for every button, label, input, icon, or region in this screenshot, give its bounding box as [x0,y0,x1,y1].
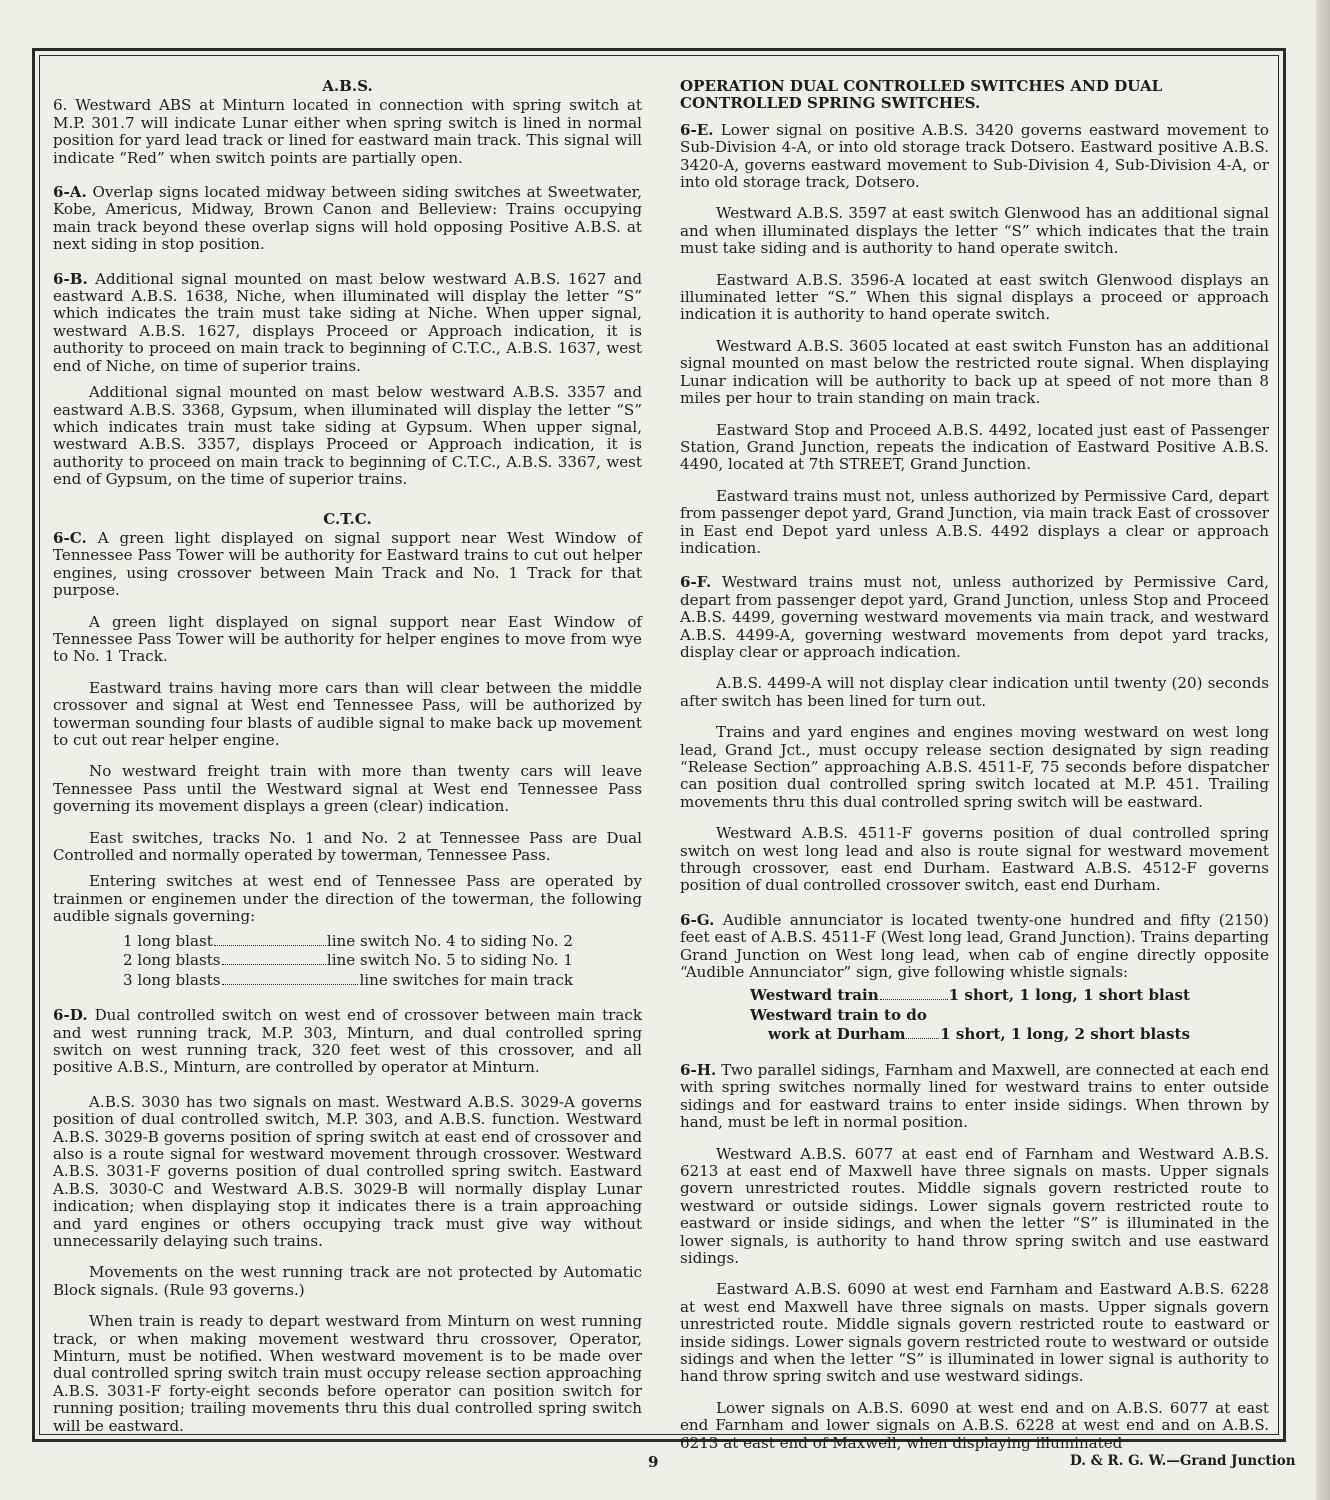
page-number: 9 [648,1453,659,1471]
rule-6d-para-3: Movements on the west running track are not protected by Automatic Block signals. (Rule 93 governs.) [53,1263,642,1299]
rule-6d [53,1007,642,1077]
rule-6e-para-4: Westward A.B.S. 3605 located at east switch Funston has an additional signal mounted on mast below the restricted route signal. When displaying Lunar indication will be authority to back up at speed of not more than 8 miles per hour to train standing on main track. [680,336,1269,408]
right-column [680,78,1269,1452]
rule-6f-text: Westward trains must not, unless authorized by Permissive Card, depart from passenger depot yard, Grand Junction, unless Stop and Proceed A.B.S. 4499, governing westward movements via main track, and westward A.B.S. 4499-A, governing westward movements from depot yard tracks, display clear or approach indication. [680,573,1269,661]
whistle-signals-table [680,986,1190,1045]
left-column [53,78,642,1435]
rule-6e-text: Lower signal on positive A.B.S. 3420 governs eastward movement to Sub-Division 4-A, or into old storage track Dotsero. Eastward positive A.B.S. 3420-A, governs eastward movement to Sub-Division 4, Sub-Division 4-A, or into old storage track, Dotsero. [680,120,1269,192]
rule-6f [680,574,1269,661]
signal-row: 2 long blasts line switch No. 5 to siding No. 1 [123,951,573,970]
rule-6h-para-2: Westward A.B.S. 6077 at east end of Farnham and Westward A.B.S. 6213 at east end of Maxwell have three signals on masts. Upper signals govern unrestricted routes. Middle signals govern restricted route to westward or outside sidings. Lower signals govern restricted route to eastward or inside sidings, and when the letter “S” is illuminated in the lower signals, is authority to hand throw spring switch and use eastward sidings. [680,1144,1269,1268]
rule-6c [53,530,642,600]
rule-6h-label: 6-H. [680,1060,717,1079]
ctc-heading: C.T.C. [323,509,372,528]
rule-6d-para-4: When train is ready to depart westward from Minturn on west running track, or when making movement westward thru crossover, Operator, Minturn, must be notified. When westward movement is to be made over dual controlled spring switch train must occupy release section approaching A.B.S. 3031-F forty-eight seconds before operator can position switch for running position; trailing movements thru this dual controlled spring switch will be eastward. [53,1312,642,1435]
rule-6h-para-4: Lower signals on A.B.S. 6090 at west end and on A.B.S. 6077 at east end Farnham and lower signals on A.B.S. 6228 at west end and on A.B.S. 6213 at east end of Maxwell, when displaying illuminated [680,1398,1269,1452]
rule-6e [680,122,1269,192]
operation-heading: OPERATION DUAL CONTROLLED SWITCHES AND DUAL CONTROLLED SPRING SWITCHES. [680,77,1163,113]
rule-6b-text: Additional signal mounted on mast below westward A.B.S. 1627 and eastward A.B.S. 1638, Niche, when illuminated will display the letter “S” which indicates the train must take siding at Niche. When upper signal, westward A.B.S. 1627, displays Proceed or Approach indication, it is authority to proceed on main track to beginning of C.T.C., A.B.S. 1637, west end of Niche, on time of superior trains. [53,269,642,375]
rule-6e-para-2: Westward A.B.S. 3597 at east switch Glenwood has an additional signal and when illuminated displays the letter “S” which indicates that the train must take siding and is authority to hand operate switch. [680,204,1269,258]
rule-6f-para-2: A.B.S. 4499-A will not display clear indication until twenty (20) seconds after switch has been lined for turn out. [680,674,1269,710]
rule-6a-text: Overlap signs located midway between siding switches at Sweetwater, Kobe, Americus, Midway, Brown Canon and Belleview: Trains occupying main track beyond these overlap signs will hold opposing Positive A.B.S. at next siding in stop position. [53,183,642,254]
whistle-row: Westward train 1 short, 1 long, 1 short blast [750,986,1190,1005]
rule-6h-text: Two parallel sidings, Farnham and Maxwell, are connected at each end with spring switches normally lined for westward trains to enter outside sidings and for eastward trains to enter inside sidings. When thrown by hand, must be left in normal position. [680,1060,1269,1132]
rule-6c-para-5: East switches, tracks No. 1 and No. 2 at Tennessee Pass are Dual Controlled and normally operated by towerman, Tennessee Pass. [53,828,642,865]
abs-heading: A.B.S. [322,77,373,95]
rule-6c-label: 6-C. [53,528,87,547]
whistle-row: Westward train to do [750,1005,927,1024]
railroad-subdivision-label: D. & R. G. W.—Grand Junction [1070,1453,1296,1469]
rule-6c-text: A green light displayed on signal support near West Window of Tennessee Pass Tower will be authority for Eastward trains to cut out helper engines, using crossover between Main Track and No. 1 Track for that purpose. [53,528,642,600]
rule-6b [53,271,642,375]
page-edge [1316,0,1330,1500]
rule-6f-label: 6-F. [680,573,712,592]
audible-signals-table [53,932,573,991]
rule-6b-label: 6-B. [53,269,88,288]
rule-6e-para-3: Eastward A.B.S. 3596-A located at east switch Glenwood displays an illuminated letter “S.” When this signal displays a proceed or approach indication it is authority to hand operate switch. [680,270,1269,324]
rule-6e-para-6: Eastward trains must not, unless authorized by Permissive Card, depart from passenger depot yard, Grand Junction, via main track East of crossover in East end Depot yard unless A.B.S. 4492 displays a clear or approach indication. [680,486,1269,557]
rule-6g [680,912,1269,982]
rule-6c-para-4: No westward freight train with more than twenty cars will leave Tennessee Pass until the Westward signal at West end Tennessee Pass governing its movement displays a green (clear) indication. [53,762,642,816]
rule-6g-text: Audible annunciator is located twenty-one hundred and fifty (2150) feet east of A.B.S. 4511-F (West long lead, Grand Junction). Trains departing Grand Junction on West long lead, when cab of engine directly opposite “Audible Annunciator” sign, give following whistle signals: [680,910,1269,982]
rule-6c-para-3: Eastward trains having more cars than will clear between the middle crossover and signal at West end Tennessee Pass, will be authorized by towerman sounding four blasts of audible signal to make back up movement to cut out rear helper engine. [53,678,642,749]
rule-6b-para-2: Additional signal mounted on mast below westward A.B.S. 3357 and eastward A.B.S. 3368, Gypsum, when illuminated will display the letter “S” which indicates train must take siding at Gypsum. When upper signal, westward A.B.S. 3357, displays Proceed or Approach indication, it is authority to proceed on main track to beginning of C.T.C., A.B.S. 3367, west end of Gypsum, on the time of superior trains. [53,383,642,489]
rule-6a-label: 6-A. [53,183,87,202]
rule-6e-para-5: Eastward Stop and Proceed A.B.S. 4492, located just east of Passenger Station, Grand Junction, repeats the indication of Eastward Positive A.B.S. 4490, located at 7th STREET, Grand Junction. [680,420,1269,474]
whistle-row: work at Durham 1 short, 1 long, 2 short blasts [768,1025,1190,1044]
rule-6c-para-6: Entering switches at west end of Tennessee Pass are operated by trainmen or enginemen under the direction of the towerman, the following audible signals governing: [53,872,642,926]
signal-row: 3 long blasts line switches for main track [123,970,573,989]
rule-6d-label: 6-D. [53,1006,88,1025]
rule-6d-text: Dual controlled switch on west end of crossover between main track and west running track, M.P. 303, Minturn, and dual controlled spring switch on west running track, 320 feet west of this crossover, and all positive A.B.S., Minturn, are controlled by operator at Minturn. [53,1006,642,1077]
rule-6g-label: 6-G. [680,910,715,929]
rule-6h [680,1062,1269,1132]
rule-6h-para-3: Eastward A.B.S. 6090 at west end Farnham and Eastward A.B.S. 6228 at west end Maxwell have three signals on masts. Upper signals govern unrestricted route. Middle signals govern restricted route to eastward or inside sidings. Lower signals govern restricted route to westward or outside sidings and when the letter “S” is illuminated in lower signal is authority to hand throw spring switch and use westward sidings. [680,1280,1269,1386]
signal-row: 1 long blast line switch No. 4 to siding No. 2 [123,931,573,950]
rule-6f-para-3: Trains and yard engines and engines moving westward on west long lead, Grand Jct., must occupy release section designated by sign reading “Release Section” approaching A.B.S. 4511-F, 75 seconds before dispatcher can position dual controlled spring switch located at M.P. 451. Trailing movements thru this dual controlled spring switch will be eastward. [680,723,1269,811]
rule-6c-para-2: A green light displayed on signal support near East Window of Tennessee Pass Tower will be authority for helper engines to move from wye to No. 1 Track. [53,612,642,666]
rule-6e-label: 6-E. [680,120,714,139]
rule-6a [53,184,642,254]
rule-6d-para-2: A.B.S. 3030 has two signals on mast. Westward A.B.S. 3029-A governs position of dual controlled switch, M.P. 303, and A.B.S. function. Westward A.B.S. 3029-B governs position of spring switch at east end of crossover and also is a route signal for westward movement through crossover. Westward A.B.S. 3031-F governs position of dual controlled spring switch. Eastward A.B.S. 3030-C and Westward A.B.S. 3029-B will normally display Lunar indication; when displaying stop it indicates there is a train approaching and yard engines or others occupying track must give way without unnecessarily delaying such trains. [53,1092,642,1251]
rule-6f-para-4: Westward A.B.S. 4511-F governs position of dual controlled spring switch on west long lead and also is route signal for westward movement through crossover, east end Durham. Eastward A.B.S. 4512-F governs position of dual controlled crossover switch, east end Durham. [680,824,1269,895]
rule-6: 6. Westward ABS at Minturn located in connection with spring switch at M.P. 301.7 will indicate Lunar either when spring switch is lined in normal position for yard lead track or lined for eastward main track. This signal will indicate “Red” when switch points are partially open. [53,96,642,167]
